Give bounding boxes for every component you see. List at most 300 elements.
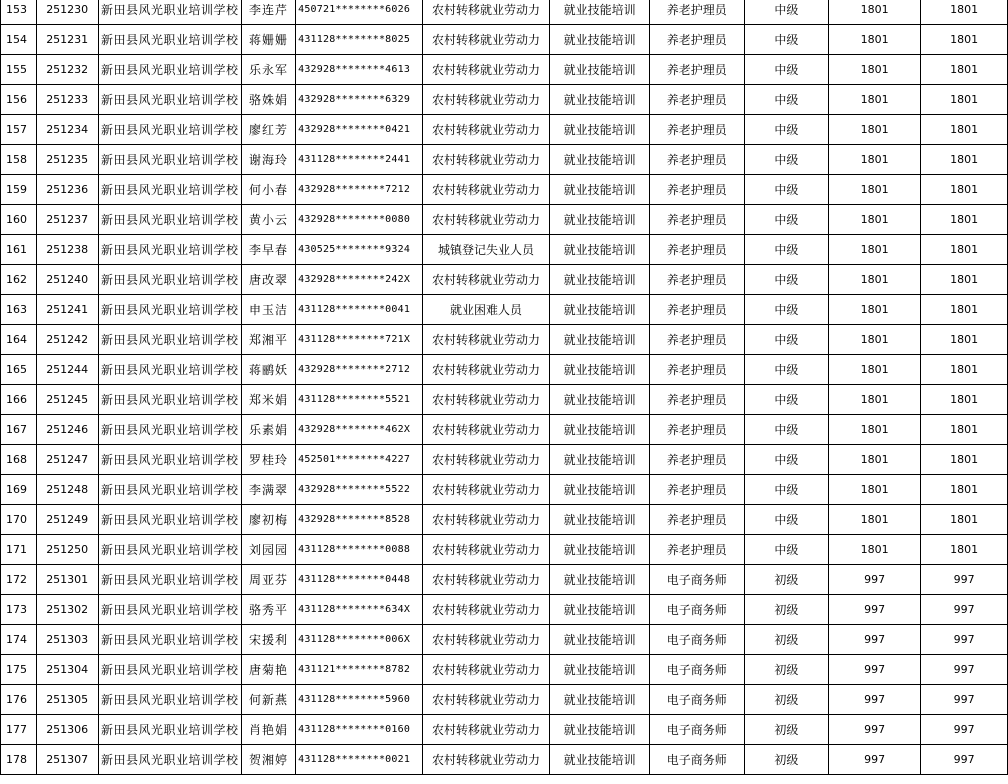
- subsidy-cell: 997: [921, 685, 1008, 715]
- table-row: [1, 55, 1008, 85]
- name-cell: 唐改翠: [241, 265, 295, 295]
- level-cell: 中级: [744, 505, 829, 535]
- id-number-cell: 432928********5522: [296, 475, 423, 505]
- id-number-cell: 432928********4613: [296, 55, 423, 85]
- table-row: [1, 685, 1008, 715]
- occupation-cell: 养老护理员: [649, 535, 744, 565]
- table-body: [1, 0, 1008, 775]
- name-cell: 李连芹: [241, 0, 295, 25]
- category-cell: 农村转移就业劳动力: [422, 655, 550, 685]
- id-number-cell: 432928********6329: [296, 85, 423, 115]
- name-cell: 何小春: [241, 175, 295, 205]
- seq-cell: 176: [1, 685, 37, 715]
- school-cell: 新田县风光职业培训学校: [98, 685, 241, 715]
- seq-cell: 167: [1, 415, 37, 445]
- level-cell: 初级: [744, 595, 829, 625]
- school-cell: 新田县风光职业培训学校: [98, 205, 241, 235]
- code-cell: 251235: [36, 145, 98, 175]
- code-cell: 251303: [36, 625, 98, 655]
- code-cell: 251242: [36, 325, 98, 355]
- name-cell: 蒋鹂妖: [241, 355, 295, 385]
- subsidy-cell: 997: [921, 625, 1008, 655]
- amount-cell: 1801: [829, 385, 921, 415]
- subsidy-cell: 1801: [921, 85, 1008, 115]
- subsidy-cell: 1801: [921, 25, 1008, 55]
- id-number-cell: 431128********0021: [296, 745, 423, 775]
- school-cell: 新田县风光职业培训学校: [98, 295, 241, 325]
- subsidy-cell: 1801: [921, 355, 1008, 385]
- id-number-cell: 432928********242X: [296, 265, 423, 295]
- level-cell: 中级: [744, 355, 829, 385]
- name-cell: 黄小云: [241, 205, 295, 235]
- seq-cell: 158: [1, 145, 37, 175]
- table-row: [1, 325, 1008, 355]
- seq-cell: 166: [1, 385, 37, 415]
- level-cell: 中级: [744, 385, 829, 415]
- name-cell: 何新燕: [241, 685, 295, 715]
- seq-cell: 165: [1, 355, 37, 385]
- seq-cell: 172: [1, 565, 37, 595]
- id-number-cell: 432928********8528: [296, 505, 423, 535]
- level-cell: 中级: [744, 265, 829, 295]
- school-cell: 新田县风光职业培训学校: [98, 745, 241, 775]
- category-cell: 农村转移就业劳动力: [422, 385, 550, 415]
- name-cell: 宋援利: [241, 625, 295, 655]
- training-type-cell: 就业技能培训: [550, 175, 650, 205]
- amount-cell: 1801: [829, 145, 921, 175]
- id-number-cell: 431128********721X: [296, 325, 423, 355]
- table-row: [1, 505, 1008, 535]
- id-number-cell: 431128********634X: [296, 595, 423, 625]
- code-cell: 251301: [36, 565, 98, 595]
- table-row: [1, 385, 1008, 415]
- code-cell: 251231: [36, 25, 98, 55]
- occupation-cell: 电子商务师: [649, 685, 744, 715]
- table-row: [1, 235, 1008, 265]
- occupation-cell: 养老护理员: [649, 295, 744, 325]
- amount-cell: 1801: [829, 235, 921, 265]
- code-cell: 251304: [36, 655, 98, 685]
- id-number-cell: 431128********8025: [296, 25, 423, 55]
- training-type-cell: 就业技能培训: [550, 445, 650, 475]
- level-cell: 中级: [744, 55, 829, 85]
- id-number-cell: 431121********8782: [296, 655, 423, 685]
- subsidy-cell: 1801: [921, 415, 1008, 445]
- training-type-cell: 就业技能培训: [550, 745, 650, 775]
- subsidy-cell: 1801: [921, 55, 1008, 85]
- category-cell: 农村转移就业劳动力: [422, 85, 550, 115]
- table-row: [1, 295, 1008, 325]
- code-cell: 251249: [36, 505, 98, 535]
- training-type-cell: 就业技能培训: [550, 565, 650, 595]
- seq-cell: 177: [1, 715, 37, 745]
- table-row: [1, 625, 1008, 655]
- seq-cell: 169: [1, 475, 37, 505]
- seq-cell: 162: [1, 265, 37, 295]
- occupation-cell: 养老护理员: [649, 325, 744, 355]
- level-cell: 中级: [744, 445, 829, 475]
- amount-cell: 997: [829, 715, 921, 745]
- training-type-cell: 就业技能培训: [550, 685, 650, 715]
- training-type-cell: 就业技能培训: [550, 355, 650, 385]
- subsidy-cell: 1801: [921, 325, 1008, 355]
- school-cell: 新田县风光职业培训学校: [98, 535, 241, 565]
- name-cell: 郑米娟: [241, 385, 295, 415]
- level-cell: 中级: [744, 0, 829, 25]
- training-type-cell: 就业技能培训: [550, 475, 650, 505]
- seq-cell: 173: [1, 595, 37, 625]
- code-cell: 251307: [36, 745, 98, 775]
- amount-cell: 1801: [829, 0, 921, 25]
- occupation-cell: 养老护理员: [649, 415, 744, 445]
- subsidy-cell: 1801: [921, 0, 1008, 25]
- category-cell: 农村转移就业劳动力: [422, 205, 550, 235]
- level-cell: 中级: [744, 205, 829, 235]
- school-cell: 新田县风光职业培训学校: [98, 595, 241, 625]
- code-cell: 251237: [36, 205, 98, 235]
- table-row: [1, 115, 1008, 145]
- category-cell: 农村转移就业劳动力: [422, 415, 550, 445]
- school-cell: 新田县风光职业培训学校: [98, 445, 241, 475]
- subsidy-cell: 1801: [921, 235, 1008, 265]
- category-cell: 农村转移就业劳动力: [422, 745, 550, 775]
- amount-cell: 1801: [829, 535, 921, 565]
- occupation-cell: 电子商务师: [649, 595, 744, 625]
- code-cell: 251250: [36, 535, 98, 565]
- table-row: [1, 205, 1008, 235]
- category-cell: 农村转移就业劳动力: [422, 115, 550, 145]
- id-number-cell: 431128********5960: [296, 685, 423, 715]
- occupation-cell: 养老护理员: [649, 85, 744, 115]
- level-cell: 中级: [744, 415, 829, 445]
- school-cell: 新田县风光职业培训学校: [98, 115, 241, 145]
- name-cell: 廖红芳: [241, 115, 295, 145]
- level-cell: 初级: [744, 565, 829, 595]
- amount-cell: 1801: [829, 445, 921, 475]
- school-cell: 新田县风光职业培训学校: [98, 25, 241, 55]
- seq-cell: 157: [1, 115, 37, 145]
- table-row: [1, 565, 1008, 595]
- code-cell: 251233: [36, 85, 98, 115]
- table-row: [1, 655, 1008, 685]
- table-row: [1, 25, 1008, 55]
- name-cell: 肖艳娟: [241, 715, 295, 745]
- school-cell: 新田县风光职业培训学校: [98, 325, 241, 355]
- training-type-cell: 就业技能培训: [550, 205, 650, 235]
- id-number-cell: 432928********0080: [296, 205, 423, 235]
- occupation-cell: 养老护理员: [649, 145, 744, 175]
- seq-cell: 178: [1, 745, 37, 775]
- training-type-cell: 就业技能培训: [550, 385, 650, 415]
- code-cell: 251247: [36, 445, 98, 475]
- seq-cell: 175: [1, 655, 37, 685]
- name-cell: 乐素娟: [241, 415, 295, 445]
- amount-cell: 1801: [829, 115, 921, 145]
- code-cell: 251302: [36, 595, 98, 625]
- training-type-cell: 就业技能培训: [550, 85, 650, 115]
- id-number-cell: 431128********006X: [296, 625, 423, 655]
- subsidy-cell: 1801: [921, 475, 1008, 505]
- school-cell: 新田县风光职业培训学校: [98, 85, 241, 115]
- table-row: [1, 475, 1008, 505]
- occupation-cell: 养老护理员: [649, 115, 744, 145]
- table-row: [1, 175, 1008, 205]
- level-cell: 初级: [744, 655, 829, 685]
- level-cell: 中级: [744, 325, 829, 355]
- category-cell: 农村转移就业劳动力: [422, 535, 550, 565]
- school-cell: 新田县风光职业培训学校: [98, 475, 241, 505]
- amount-cell: 1801: [829, 175, 921, 205]
- name-cell: 骆姝娟: [241, 85, 295, 115]
- code-cell: 251240: [36, 265, 98, 295]
- name-cell: 李早春: [241, 235, 295, 265]
- training-type-cell: 就业技能培训: [550, 415, 650, 445]
- occupation-cell: 电子商务师: [649, 655, 744, 685]
- occupation-cell: 养老护理员: [649, 265, 744, 295]
- school-cell: 新田县风光职业培训学校: [98, 505, 241, 535]
- school-cell: 新田县风光职业培训学校: [98, 145, 241, 175]
- training-type-cell: 就业技能培训: [550, 505, 650, 535]
- name-cell: 罗桂玲: [241, 445, 295, 475]
- level-cell: 初级: [744, 715, 829, 745]
- occupation-cell: 电子商务师: [649, 625, 744, 655]
- training-type-cell: 就业技能培训: [550, 715, 650, 745]
- subsidy-cell: 997: [921, 565, 1008, 595]
- code-cell: 251306: [36, 715, 98, 745]
- name-cell: 李满翠: [241, 475, 295, 505]
- seq-cell: 156: [1, 85, 37, 115]
- category-cell: 农村转移就业劳动力: [422, 505, 550, 535]
- table-row: [1, 715, 1008, 745]
- name-cell: 骆秀平: [241, 595, 295, 625]
- code-cell: 251244: [36, 355, 98, 385]
- school-cell: 新田县风光职业培训学校: [98, 0, 241, 25]
- occupation-cell: 养老护理员: [649, 175, 744, 205]
- id-number-cell: 432928********462X: [296, 415, 423, 445]
- school-cell: 新田县风光职业培训学校: [98, 265, 241, 295]
- name-cell: 廖初梅: [241, 505, 295, 535]
- school-cell: 新田县风光职业培训学校: [98, 565, 241, 595]
- category-cell: 农村转移就业劳动力: [422, 625, 550, 655]
- seq-cell: 170: [1, 505, 37, 535]
- table-row: [1, 355, 1008, 385]
- seq-cell: 159: [1, 175, 37, 205]
- occupation-cell: 养老护理员: [649, 55, 744, 85]
- level-cell: 中级: [744, 175, 829, 205]
- training-type-cell: 就业技能培训: [550, 55, 650, 85]
- code-cell: 251246: [36, 415, 98, 445]
- training-type-cell: 就业技能培训: [550, 655, 650, 685]
- id-number-cell: 450721********6026: [296, 0, 423, 25]
- school-cell: 新田县风光职业培训学校: [98, 385, 241, 415]
- training-type-cell: 就业技能培训: [550, 625, 650, 655]
- name-cell: 谢海玲: [241, 145, 295, 175]
- training-type-cell: 就业技能培训: [550, 325, 650, 355]
- table-row: [1, 595, 1008, 625]
- occupation-cell: 养老护理员: [649, 445, 744, 475]
- code-cell: 251245: [36, 385, 98, 415]
- table-row: [1, 415, 1008, 445]
- training-type-cell: 就业技能培训: [550, 295, 650, 325]
- amount-cell: 1801: [829, 415, 921, 445]
- occupation-cell: 养老护理员: [649, 475, 744, 505]
- id-number-cell: 432928********2712: [296, 355, 423, 385]
- level-cell: 初级: [744, 745, 829, 775]
- name-cell: 唐菊艳: [241, 655, 295, 685]
- code-cell: 251232: [36, 55, 98, 85]
- id-number-cell: 431128********5521: [296, 385, 423, 415]
- table-row: [1, 145, 1008, 175]
- school-cell: 新田县风光职业培训学校: [98, 415, 241, 445]
- category-cell: 农村转移就业劳动力: [422, 355, 550, 385]
- subsidy-cell: 1801: [921, 205, 1008, 235]
- amount-cell: 1801: [829, 265, 921, 295]
- name-cell: 郑湘平: [241, 325, 295, 355]
- code-cell: 251241: [36, 295, 98, 325]
- name-cell: 周亚芬: [241, 565, 295, 595]
- subsidy-cell: 1801: [921, 535, 1008, 565]
- table-row: [1, 85, 1008, 115]
- name-cell: 刘园园: [241, 535, 295, 565]
- subsidy-cell: 997: [921, 715, 1008, 745]
- level-cell: 中级: [744, 235, 829, 265]
- subsidy-cell: 1801: [921, 385, 1008, 415]
- school-cell: 新田县风光职业培训学校: [98, 655, 241, 685]
- category-cell: 农村转移就业劳动力: [422, 25, 550, 55]
- seq-cell: 161: [1, 235, 37, 265]
- category-cell: 农村转移就业劳动力: [422, 265, 550, 295]
- table-row: [1, 0, 1008, 25]
- code-cell: 251234: [36, 115, 98, 145]
- name-cell: 乐永军: [241, 55, 295, 85]
- training-type-cell: 就业技能培训: [550, 145, 650, 175]
- id-number-cell: 431128********2441: [296, 145, 423, 175]
- amount-cell: 997: [829, 745, 921, 775]
- category-cell: 农村转移就业劳动力: [422, 0, 550, 25]
- level-cell: 初级: [744, 685, 829, 715]
- category-cell: 农村转移就业劳动力: [422, 475, 550, 505]
- amount-cell: 1801: [829, 295, 921, 325]
- occupation-cell: 养老护理员: [649, 25, 744, 55]
- name-cell: 贺湘婷: [241, 745, 295, 775]
- level-cell: 初级: [744, 625, 829, 655]
- occupation-cell: 养老护理员: [649, 235, 744, 265]
- occupation-cell: 养老护理员: [649, 205, 744, 235]
- category-cell: 农村转移就业劳动力: [422, 175, 550, 205]
- subsidy-cell: 1801: [921, 115, 1008, 145]
- category-cell: 城镇登记失业人员: [422, 235, 550, 265]
- subsidy-cell: 997: [921, 655, 1008, 685]
- seq-cell: 154: [1, 25, 37, 55]
- occupation-cell: 养老护理员: [649, 0, 744, 25]
- amount-cell: 997: [829, 625, 921, 655]
- id-number-cell: 431128********0088: [296, 535, 423, 565]
- name-cell: 申玉洁: [241, 295, 295, 325]
- amount-cell: 997: [829, 655, 921, 685]
- seq-cell: 164: [1, 325, 37, 355]
- id-number-cell: 432928********0421: [296, 115, 423, 145]
- id-number-cell: 431128********0160: [296, 715, 423, 745]
- amount-cell: 1801: [829, 85, 921, 115]
- code-cell: 251236: [36, 175, 98, 205]
- occupation-cell: 养老护理员: [649, 505, 744, 535]
- level-cell: 中级: [744, 25, 829, 55]
- training-type-cell: 就业技能培训: [550, 595, 650, 625]
- training-type-cell: 就业技能培训: [550, 265, 650, 295]
- occupation-cell: 养老护理员: [649, 385, 744, 415]
- category-cell: 农村转移就业劳动力: [422, 685, 550, 715]
- seq-cell: 168: [1, 445, 37, 475]
- amount-cell: 997: [829, 565, 921, 595]
- category-cell: 农村转移就业劳动力: [422, 55, 550, 85]
- amount-cell: 1801: [829, 25, 921, 55]
- subsidy-cell: 997: [921, 595, 1008, 625]
- school-cell: 新田县风光职业培训学校: [98, 355, 241, 385]
- table-row: [1, 265, 1008, 295]
- school-cell: 新田县风光职业培训学校: [98, 625, 241, 655]
- table-row: [1, 445, 1008, 475]
- id-number-cell: 432928********7212: [296, 175, 423, 205]
- occupation-cell: 电子商务师: [649, 745, 744, 775]
- training-type-cell: 就业技能培训: [550, 25, 650, 55]
- table-row: [1, 535, 1008, 565]
- seq-cell: 160: [1, 205, 37, 235]
- category-cell: 农村转移就业劳动力: [422, 445, 550, 475]
- category-cell: 农村转移就业劳动力: [422, 565, 550, 595]
- occupation-cell: 养老护理员: [649, 355, 744, 385]
- school-cell: 新田县风光职业培训学校: [98, 175, 241, 205]
- occupation-cell: 电子商务师: [649, 715, 744, 745]
- subsidy-cell: 1801: [921, 145, 1008, 175]
- amount-cell: 1801: [829, 475, 921, 505]
- subsidy-cell: 1801: [921, 295, 1008, 325]
- training-type-cell: 就业技能培训: [550, 0, 650, 25]
- level-cell: 中级: [744, 85, 829, 115]
- id-number-cell: 430525********9324: [296, 235, 423, 265]
- category-cell: 就业困难人员: [422, 295, 550, 325]
- category-cell: 农村转移就业劳动力: [422, 325, 550, 355]
- id-number-cell: 452501********4227: [296, 445, 423, 475]
- amount-cell: 1801: [829, 55, 921, 85]
- id-number-cell: 431128********0448: [296, 565, 423, 595]
- seq-cell: 163: [1, 295, 37, 325]
- table-row: [1, 745, 1008, 775]
- school-cell: 新田县风光职业培训学校: [98, 55, 241, 85]
- id-number-cell: 431128********0041: [296, 295, 423, 325]
- code-cell: 251305: [36, 685, 98, 715]
- name-cell: 蒋姗姗: [241, 25, 295, 55]
- training-type-cell: 就业技能培训: [550, 235, 650, 265]
- occupation-cell: 电子商务师: [649, 565, 744, 595]
- subsidy-cell: 1801: [921, 175, 1008, 205]
- level-cell: 中级: [744, 295, 829, 325]
- training-type-cell: 就业技能培训: [550, 115, 650, 145]
- amount-cell: 997: [829, 595, 921, 625]
- subsidy-cell: 1801: [921, 265, 1008, 295]
- subsidy-cell: 997: [921, 745, 1008, 775]
- seq-cell: 155: [1, 55, 37, 85]
- subsidy-cell: 1801: [921, 505, 1008, 535]
- code-cell: 251238: [36, 235, 98, 265]
- code-cell: 251230: [36, 0, 98, 25]
- code-cell: 251248: [36, 475, 98, 505]
- amount-cell: 1801: [829, 355, 921, 385]
- level-cell: 中级: [744, 115, 829, 145]
- seq-cell: 171: [1, 535, 37, 565]
- level-cell: 中级: [744, 145, 829, 175]
- category-cell: 农村转移就业劳动力: [422, 715, 550, 745]
- category-cell: 农村转移就业劳动力: [422, 145, 550, 175]
